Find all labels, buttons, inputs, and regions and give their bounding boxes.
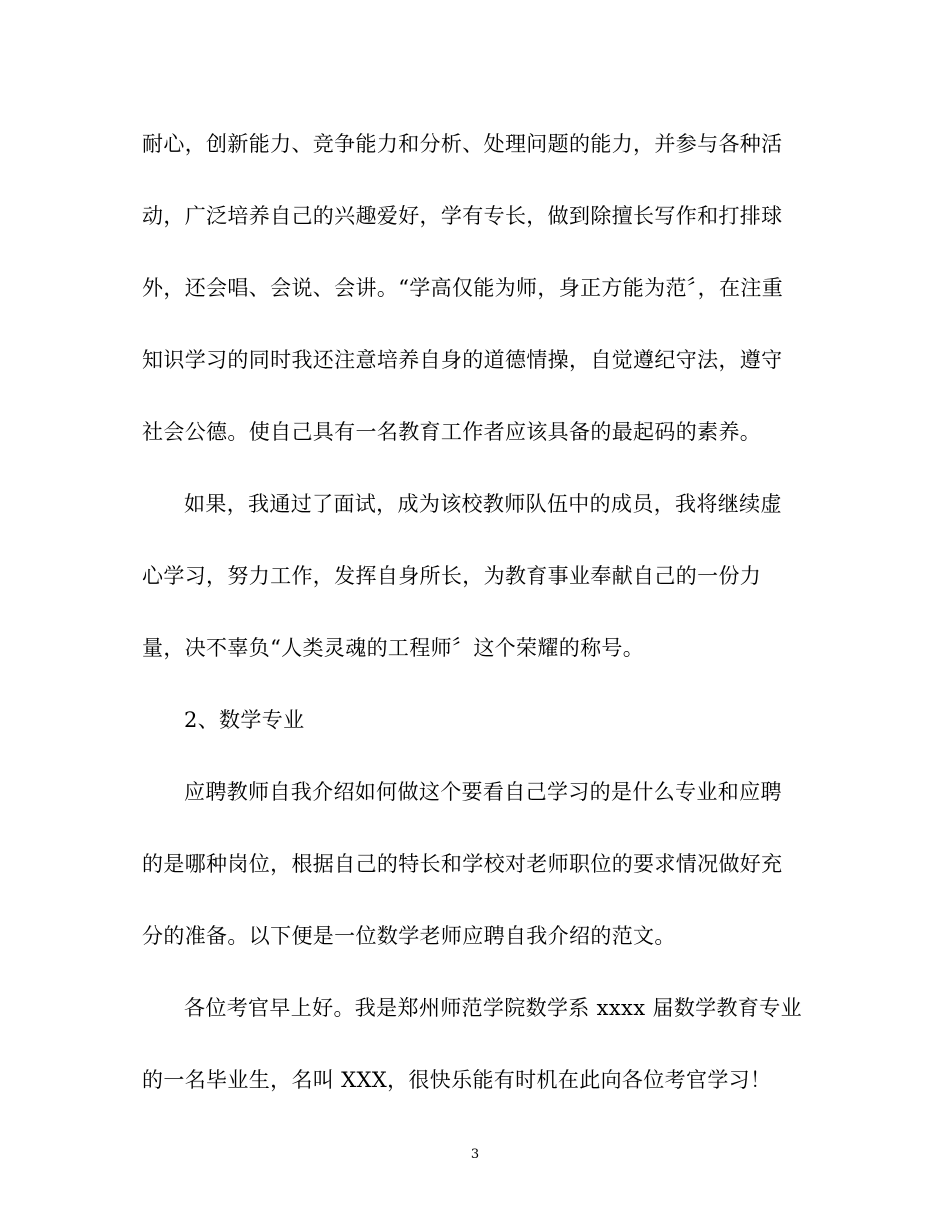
text-line: 外，还会唱、会说、会讲。“学高仅能为师，身正方能为范〞，在注重 xyxy=(142,276,784,300)
text-line: 的一名毕业生，名叫 XXX，很快乐能有时机在此向各位考官学习！ xyxy=(142,1068,772,1092)
paragraph-first-line: 如果，我通过了面试，成为该校教师队伍中的成员，我将继续虚 xyxy=(184,492,782,516)
section-heading: 2、数学专业 xyxy=(184,708,305,732)
text-line: 知识学习的同时我还注意培养自身的道德情操，自觉遵纪守法，遵守 xyxy=(142,348,783,372)
text-line: 心学习，努力工作，发挥自身所长，为教育事业奉献自己的一份力 xyxy=(142,564,762,588)
text-line: 分的准备。以下便是一位数学老师应聘自我介绍的范文。 xyxy=(142,924,676,948)
page-number: 3 xyxy=(470,1147,480,1162)
text-line: 动，广泛培养自己的兴趣爱好，学有专长，做到除擅长写作和打排球 xyxy=(142,204,783,228)
text-line: 的是哪种岗位，根据自己的特长和学校对老师职位的要求情况做好充 xyxy=(142,852,783,876)
paragraph-first-line: 各位考官早上好。我是郑州师范学院数学系 xxxx 届数学教育专业 xyxy=(184,996,802,1020)
text-line: 量，决不辜负“人类灵魂的工程师〞这个荣耀的称号。 xyxy=(142,636,645,660)
paragraph-first-line: 应聘教师自我介绍如何做这个要看自己学习的是什么专业和应聘 xyxy=(184,780,782,804)
text-line: 社会公德。使自己具有一名教育工作者应该具备的最起码的素养。 xyxy=(142,420,762,444)
text-line: 耐心，创新能力、竞争能力和分析、处理问题的能力，并参与各种活 xyxy=(142,132,783,156)
